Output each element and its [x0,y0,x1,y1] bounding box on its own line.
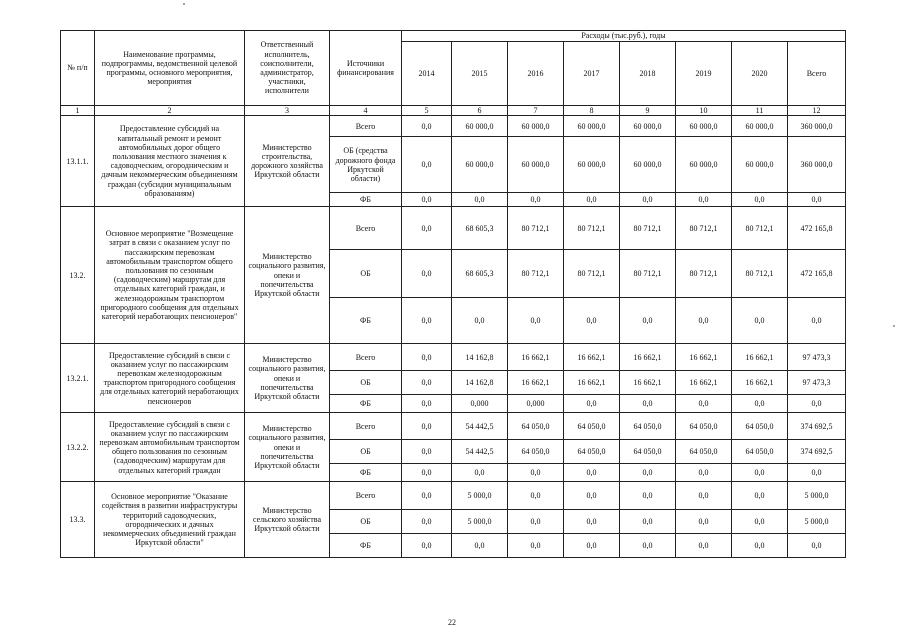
funding-source: Всего [330,413,402,440]
item-number: 13.2.1. [61,344,95,413]
year-value: 64 050,0 [564,413,620,440]
table-row [61,344,846,371]
table-row [61,413,846,440]
year-value: 80 712,1 [676,207,732,250]
year-value: 0,0 [402,371,452,395]
year-value: 60 000,0 [676,137,732,193]
year-value: 0,0 [620,482,676,510]
year-value: 0,0 [620,464,676,482]
year-value: 0,0 [676,510,732,534]
table-row [61,116,846,137]
year-value: 60 000,0 [564,116,620,137]
total-value: 360 000,0 [788,137,846,193]
year-value: 0,0 [564,482,620,510]
header-name: Наименование программы, подпрограммы, ведомственной целевой программы, основного мероприятия, мероприятия [95,31,245,106]
year-value: 16 662,1 [676,344,732,371]
funding-source: ОБ [330,510,402,534]
year-value: 5 000,0 [452,482,508,510]
year-value: 0,0 [676,193,732,207]
header-year: 2018 [620,42,676,106]
funding-source: Всего [330,207,402,250]
total-value: 0,0 [788,395,846,413]
item-name: Предоставление субсидий в связи с оказанием услуг по пассажирским перевозкам железнодорожным транспортом пригородного сообщения для отдельных категорий неработающих пенсионеров [95,344,245,413]
year-value: 0,0 [402,510,452,534]
year-value: 80 712,1 [732,207,788,250]
year-value: 14 162,8 [452,344,508,371]
table-row [61,482,846,510]
year-value: 0,0 [402,193,452,207]
year-value: 80 712,1 [620,207,676,250]
year-value: 60 000,0 [732,116,788,137]
year-value: 16 662,1 [508,344,564,371]
funding-source: Всего [330,116,402,137]
year-value: 0,0 [402,413,452,440]
header-year: 2014 [402,42,452,106]
column-number: 1 [61,106,95,116]
year-value: 0,0 [508,534,564,558]
year-value: 60 000,0 [676,116,732,137]
item-number: 13.1.1. [61,116,95,207]
funding-source: ОБ [330,440,402,464]
item-executor: Министерство строительства, дорожного хозяйства Иркутской области [245,116,330,207]
scan-speck [893,325,895,327]
column-number-row [61,106,846,116]
year-value: 0,0 [564,510,620,534]
item-executor: Министерство социального развития, опеки и попечительства Иркутской области [245,207,330,344]
total-value: 0,0 [788,193,846,207]
year-value: 0,0 [732,298,788,344]
total-value: 472 165,8 [788,250,846,298]
year-value: 68 605,3 [452,207,508,250]
year-value: 80 712,1 [508,207,564,250]
column-number: 9 [620,106,676,116]
year-value: 16 662,1 [676,371,732,395]
year-value: 64 050,0 [620,413,676,440]
column-number: 6 [452,106,508,116]
item-number: 13.3. [61,482,95,558]
total-value: 0,0 [788,534,846,558]
year-value: 0,0 [620,534,676,558]
total-value: 5 000,0 [788,482,846,510]
year-value: 60 000,0 [620,116,676,137]
funding-source: ОБ [330,371,402,395]
year-value: 16 662,1 [564,344,620,371]
funding-source: ФБ [330,395,402,413]
year-value: 64 050,0 [732,440,788,464]
year-value: 0,0 [732,395,788,413]
year-value: 60 000,0 [452,137,508,193]
year-value: 0,0 [732,464,788,482]
scan-speck [183,3,185,5]
year-value: 16 662,1 [620,371,676,395]
item-name: Предоставление субсидий в связи с оказанием услуг по пассажирским перевозкам автомобильным транспортом общего пользования по сезонным (садоводческим) маршрутам для отдельных категорий граждан [95,413,245,482]
year-value: 0,000 [452,395,508,413]
funding-source: ФБ [330,464,402,482]
year-value: 0,0 [732,510,788,534]
year-value: 0,0 [676,298,732,344]
year-value: 64 050,0 [732,413,788,440]
year-value: 60 000,0 [620,137,676,193]
item-executor: Министерство социального развития, опеки и попечительства Иркутской области [245,344,330,413]
year-value: 0,0 [452,534,508,558]
funding-source: ФБ [330,534,402,558]
year-value: 0,0 [620,395,676,413]
year-value: 0,0 [732,193,788,207]
header-expenses: Расходы (тыс.руб.), годы [402,31,846,42]
year-value: 68 605,3 [452,250,508,298]
year-value: 60 000,0 [452,116,508,137]
year-value: 0,0 [452,464,508,482]
year-value: 0,0 [452,193,508,207]
year-value: 0,0 [676,482,732,510]
year-value: 0,0 [402,137,452,193]
year-value: 0,0 [402,534,452,558]
year-value: 80 712,1 [564,207,620,250]
year-value: 0,0 [676,534,732,558]
table-row [61,207,846,250]
column-number: 12 [788,106,846,116]
year-value: 0,0 [508,482,564,510]
funding-source: Всего [330,482,402,510]
year-value: 16 662,1 [732,344,788,371]
header-year: 2020 [732,42,788,106]
header-source: Источники финансирования [330,31,402,106]
total-value: 0,0 [788,464,846,482]
year-value: 0,0 [508,193,564,207]
year-value: 0,0 [564,395,620,413]
header-year: 2017 [564,42,620,106]
year-value: 0,0 [732,534,788,558]
year-value: 16 662,1 [620,344,676,371]
item-name: Основное мероприятие "Оказание содействия в развитии инфраструктуры территорий садоводческих, огороднических и дачных некоммерческих объединений граждан Иркутской области" [95,482,245,558]
item-number: 13.2.2. [61,413,95,482]
year-value: 80 712,1 [732,250,788,298]
year-value: 60 000,0 [732,137,788,193]
expenses-table [60,30,846,558]
year-value: 16 662,1 [564,371,620,395]
year-value: 0,0 [402,116,452,137]
column-number: 10 [676,106,732,116]
funding-source: ОБ [330,250,402,298]
header-no: № п/п [61,31,95,106]
header-year: 2015 [452,42,508,106]
year-value: 64 050,0 [676,440,732,464]
funding-source: ФБ [330,298,402,344]
year-value: 16 662,1 [732,371,788,395]
year-value: 0,0 [402,250,452,298]
total-value: 472 165,8 [788,207,846,250]
year-value: 80 712,1 [676,250,732,298]
year-value: 0,0 [402,207,452,250]
column-number: 8 [564,106,620,116]
year-value: 0,0 [564,298,620,344]
year-value: 0,0 [402,440,452,464]
total-value: 374 692,5 [788,440,846,464]
year-value: 64 050,0 [508,440,564,464]
column-number: 11 [732,106,788,116]
funding-source: Всего [330,344,402,371]
year-value: 0,0 [620,510,676,534]
total-value: 360 000,0 [788,116,846,137]
year-value: 0,0 [732,482,788,510]
column-number: 5 [402,106,452,116]
year-value: 64 050,0 [564,440,620,464]
header-executor: Ответственный исполнитель, соисполнители, администратор, участники, исполнители [245,31,330,106]
year-value: 80 712,1 [564,250,620,298]
year-value: 0,0 [508,298,564,344]
year-value: 54 442,5 [452,413,508,440]
item-name: Основное мероприятие "Возмещение затрат в связи с оказанием услуг по пассажирским перевозкам автомобильным транспортом общего пользования по сезонным (садоводческим) маршрутам для отдельных категорий граждан, и железнодорожным транспортом пригородного сообщения для отдельных категорий неработающих пенсионеров" [95,207,245,344]
header-year: 2019 [676,42,732,106]
column-number: 3 [245,106,330,116]
year-value: 5 000,0 [452,510,508,534]
year-value: 0,0 [402,344,452,371]
total-value: 97 473,3 [788,344,846,371]
column-number: 7 [508,106,564,116]
year-value: 0,0 [564,464,620,482]
year-value: 0,0 [620,193,676,207]
year-value: 80 712,1 [508,250,564,298]
funding-source: ФБ [330,193,402,207]
header-total: Всего [788,42,846,106]
year-value: 60 000,0 [564,137,620,193]
year-value: 0,0 [402,482,452,510]
total-value: 0,0 [788,298,846,344]
year-value: 60 000,0 [508,116,564,137]
year-value: 54 442,5 [452,440,508,464]
year-value: 0,000 [508,395,564,413]
year-value: 0,0 [676,464,732,482]
year-value: 0,0 [564,193,620,207]
year-value: 0,0 [564,534,620,558]
funding-source: ОБ (средства дорожного фонда Иркутской области) [330,137,402,193]
year-value: 80 712,1 [620,250,676,298]
year-value: 14 162,8 [452,371,508,395]
year-value: 0,0 [620,298,676,344]
total-value: 5 000,0 [788,510,846,534]
year-value: 0,0 [402,464,452,482]
item-executor: Министерство сельского хозяйства Иркутской области [245,482,330,558]
year-value: 0,0 [402,298,452,344]
year-value: 16 662,1 [508,371,564,395]
year-value: 0,0 [676,395,732,413]
column-number: 2 [95,106,245,116]
item-name: Предоставление субсидий на капитальный ремонт и ремонт автомобильных дорог общего пользования местного значения к садоводческим, огородническим и дачным некоммерческим объединениям граждан (субсидии муниципальным образованиям) [95,116,245,207]
total-value: 97 473,3 [788,371,846,395]
sections-body [61,116,846,558]
year-value: 64 050,0 [620,440,676,464]
year-value: 0,0 [508,464,564,482]
header-year: 2016 [508,42,564,106]
item-executor: Министерство социального развития, опеки и попечительства Иркутской области [245,413,330,482]
year-value: 64 050,0 [676,413,732,440]
year-value: 0,0 [402,395,452,413]
item-number: 13.2. [61,207,95,344]
year-value: 60 000,0 [508,137,564,193]
year-value: 0,0 [508,510,564,534]
year-value: 64 050,0 [508,413,564,440]
column-number: 4 [330,106,402,116]
year-value: 0,0 [452,298,508,344]
total-value: 374 692,5 [788,413,846,440]
page-number: 22 [448,618,456,627]
